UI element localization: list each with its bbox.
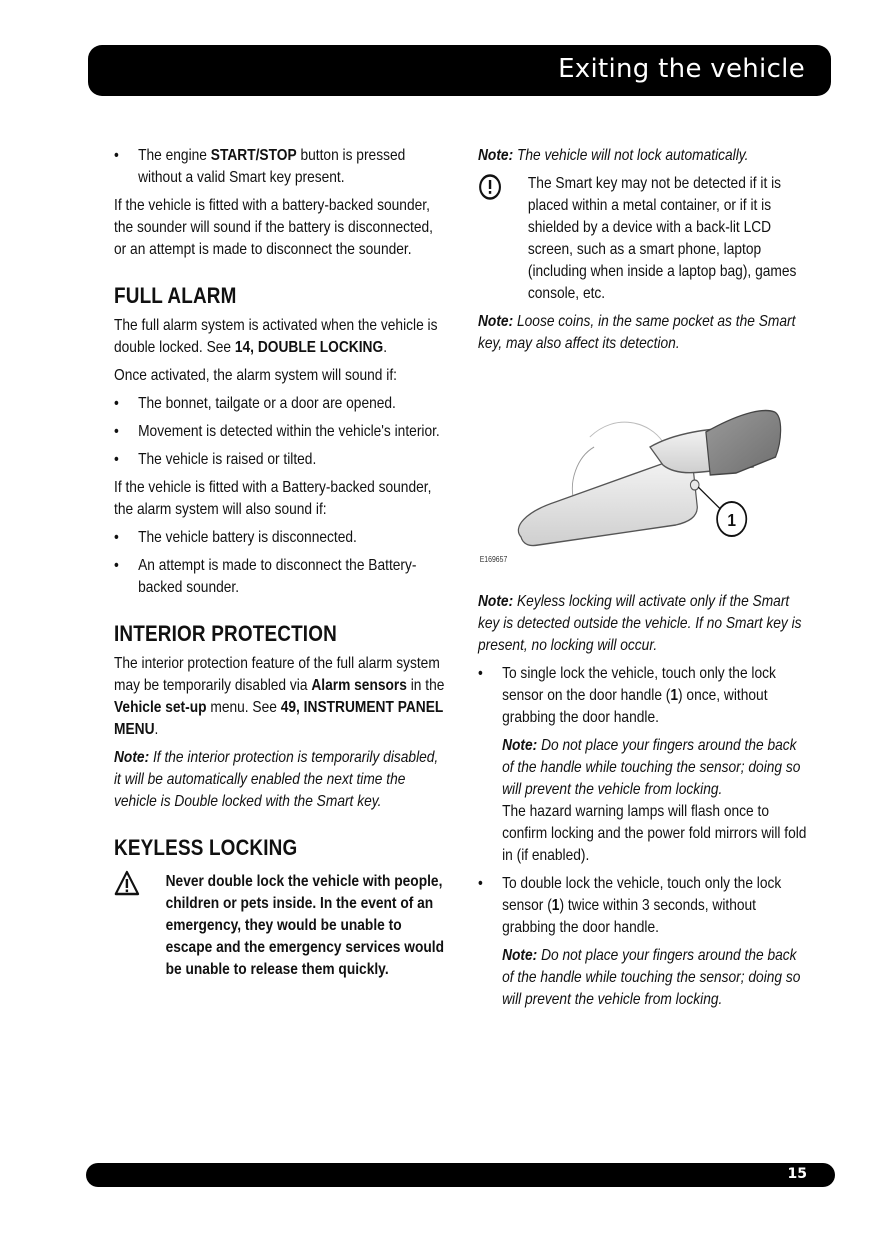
- list-item: • An attempt is made to disconnect the Battery-backed sounder.: [114, 555, 448, 599]
- paragraph-sounder: If the vehicle is fitted with a battery-backed sounder, the sounder will sound if the battery is disconnected, or an attempt is made to disconnect the sounder.: [114, 197, 433, 258]
- cross-reference-double-locking[interactable]: 14, DOUBLE LOCKING: [234, 339, 384, 356]
- door-handle-recess-arc: [590, 422, 663, 442]
- list-item: • To single lock the vehicle, touch only the lock sensor on the door handle (1) once, without grabbing the door handle.: [478, 663, 812, 729]
- heading-keyless-locking: KEYLESS LOCKING: [114, 835, 298, 860]
- note-keyless-activation: Note: Keyless locking will activate only if the Smart key is detected outside the vehicle. If no Smart key is present, no locking will occur.: [478, 593, 802, 654]
- note-finger-placement-double: Note: Do not place your fingers around the back of the handle while touching the sensor; doing so will prevent the vehicle from locking.: [502, 947, 801, 1008]
- caution-exclamation-icon: [478, 173, 502, 201]
- paragraph-full-alarm: The full alarm system is activated when the vehicle is double locked. See 14, DOUBLE LOCKING.: [114, 317, 438, 356]
- heading-interior-protection: INTERIOR PROTECTION: [114, 621, 337, 646]
- heading-full-alarm: FULL ALARM: [114, 283, 237, 308]
- list-item: • To double lock the vehicle, touch only the lock sensor (1) twice within 3 seconds, without grabbing the door handle.: [478, 873, 812, 939]
- list-item: • The vehicle battery is disconnected.: [114, 527, 448, 549]
- warning-block: [114, 871, 448, 981]
- list-item: • The vehicle is raised or tilted.: [114, 449, 448, 471]
- right-column: [478, 145, 812, 1017]
- door-handle-figure: [478, 367, 812, 577]
- cross-reference-instrument-panel-menu[interactable]: 49, INSTRUMENT PANEL MENU: [114, 699, 444, 738]
- left-column-content: [114, 145, 448, 981]
- note-finger-placement: Note: Do not place your fingers around the back of the handle while touching the sensor; doing so will prevent the vehicle from locking.: [502, 737, 801, 798]
- paragraph-once-activated: Once activated, the alarm system will sound if:: [114, 367, 397, 384]
- page-number: 15: [787, 1166, 807, 1182]
- list-item: • The engine START/STOP button is pressed without a valid Smart key present.: [114, 145, 448, 189]
- door-handle-illustration: [478, 367, 812, 567]
- page-footer-bar: [86, 1163, 835, 1187]
- caution-text: The Smart key may not be detected if it is placed within a metal container, or if it is shielded by a device with a back-lit LCD screen, such as a smart phone, laptop (including when inside a laptop bag), games console, etc.: [527, 175, 797, 302]
- callout-leader-line: [698, 487, 721, 510]
- list-item: • Movement is detected within the vehicle's interior.: [114, 421, 448, 443]
- left-column: [114, 145, 448, 987]
- page-header-bar: [88, 45, 831, 96]
- page-title: Exiting the vehicle: [558, 54, 805, 84]
- door-handle-body: [518, 458, 697, 546]
- right-column-content: [478, 145, 812, 1011]
- figure-code: E169657: [479, 555, 508, 564]
- warning-text: Never double lock the vehicle with people, children or pets inside. In the event of an emergency, they would be unable to escape and the emergency services would be unable to release them quickly.: [165, 873, 444, 978]
- warning-triangle-icon: [114, 870, 140, 896]
- paragraph-interior-protection: The interior protection feature of the full alarm system may be temporarily disabled via Alarm sensors in the Vehicle set-up menu. See 49, INSTRUMENT PANEL MENU.: [114, 655, 445, 738]
- paragraph-hazard-lamps: The hazard warning lamps will flash once to confirm locking and the power fold mirrors will fold in (if enabled).: [502, 803, 807, 864]
- caution-block: [478, 173, 812, 305]
- note-interior-protection: Note: If the interior protection is temporarily disabled, it will be automatically enabled the next time the vehicle is Double locked with the Smart key.: [114, 749, 439, 810]
- list-item: • The bonnet, tailgate or a door are opened.: [114, 393, 448, 415]
- note-loose-coins: Note: Loose coins, in the same pocket as the Smart key, may also affect its detection.: [478, 313, 796, 352]
- callout-number: 1: [727, 509, 737, 531]
- note-no-auto-lock: Note: The vehicle will not lock automatically.: [478, 147, 749, 164]
- paragraph-battery-backed: If the vehicle is fitted with a Battery-backed sounder, the alarm system will also sound if:: [114, 479, 432, 518]
- lock-sensor-point: [690, 480, 699, 490]
- door-handle-end-cap: [706, 411, 781, 475]
